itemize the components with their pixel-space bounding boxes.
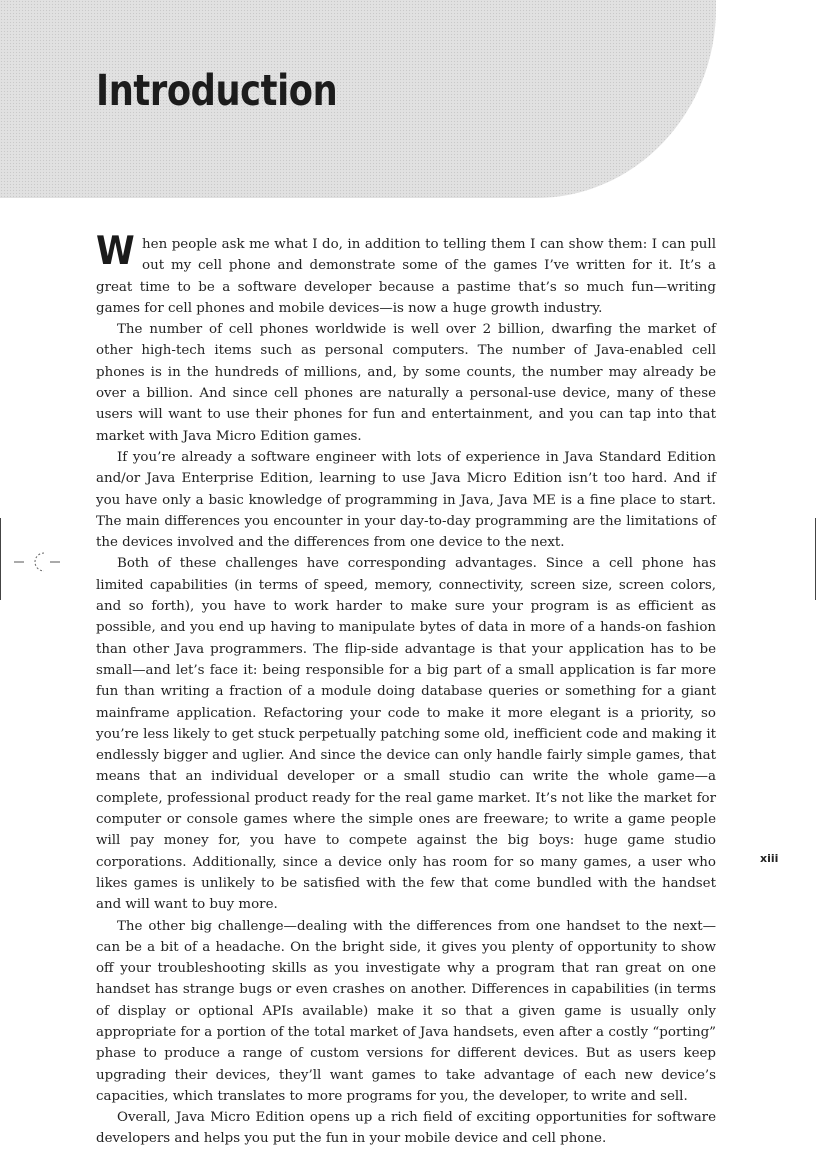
paragraph-4: Both of these challenges have corresponding advantages. Since a cell phone has limited capabilities (in terms of speed, memory, connectivity, screen size, screen colors, and so forth), you have to work harder to make sure your program is as efficient as possible, and you end up having to manipulate bytes of data in more of a hands-on fashion than other Java programmers. The flip-side advantage is that your application has to be small—and let’s face it: being responsible for a big part of a small application is far more fun than writing a fraction of a module doing database queries or something for a giant mainframe application. Refactoring your code to make it more elegant is a priority, so you’re less likely to get stuck perpetually patching some old, inefficient code and making it endlessly bigger and uglier. And since the device can only handle fairly simple games, that means that an individual developer or a small studio can write the whole game—a complete, professional product ready for the real game market. It’s not like the market for computer or console games where the simple ones are freeware; to write a game people will pay money for, you have to compete against the big boys: huge game studio corporations. Additionally, since a device only has room for so many games, a user who likes games is unlikely to be satisfied with the few that come bundled with the handset and will want to buy more. (96, 556, 716, 913)
page-number: xiii (760, 852, 779, 865)
drop-cap: W (96, 229, 135, 274)
chapter-title: Introduction (96, 66, 338, 116)
body-text (96, 229, 716, 1150)
paragraph-1 (96, 229, 716, 319)
chapter-header-band (0, 0, 716, 198)
registration-mark-icon (14, 550, 64, 574)
paragraph-5: The other big challenge—dealing with the differences from one handset to the next—can be a bit of a headache. On the bright side, it gives you plenty of opportunity to show off your troubleshooting skills as you investigate why a program that ran great on one handset has strange bugs or even crashes on another. Differences in capabilities (in terms of display or optional APIs available) make it so that a given game is usually only appropriate for a portion of the total market of Java handsets, even after a costly “porting” phase to produce a range of custom versions for different devices. But as users keep upgrading their devices, they’ll want games to take advantage of each new device’s capacities, which translates to more programs for you, the developer, to write and sell. (96, 918, 716, 1104)
paragraph-3: If you’re already a software engineer with lots of experience in Java Standard Edition and/or Java Enterprise Edition, learning to use Java Micro Edition isn’t too hard. And if you have only a basic knowledge of programming in Java, Java ME is a fine place to start. The main differences you encounter in your day-to-day programming are the limitations of the devices involved and the differences from one device to the next. (96, 449, 716, 551)
paragraph-2: The number of cell phones worldwide is well over 2 billion, dwarfing the market of other high-tech items such as personal computers. The number of Java-enabled cell phones is in the hundreds of millions, and, by some counts, the number may already be over a billion. And since cell phones are naturally a personal-use device, many of these users will want to use their phones for fun and entertainment, and you can tap into that market with Java Micro Edition games. (96, 322, 716, 444)
paragraph-1-text: hen people ask me what I do, in addition to telling them I can show them: I can pull out my cell phone and demonstrate some of the games I’ve written for it. It’s a great time to be a software developer because a pastime that’s so much fun—writing games for cell phones and mobile devices—is now a huge growth industry. (96, 237, 716, 316)
left-margin-mark (0, 518, 1, 600)
paragraph-6: Overall, Java Micro Edition opens up a rich field of exciting opportunities for software developers and helps you put the fun in your mobile device and cell phone. (96, 1110, 716, 1147)
